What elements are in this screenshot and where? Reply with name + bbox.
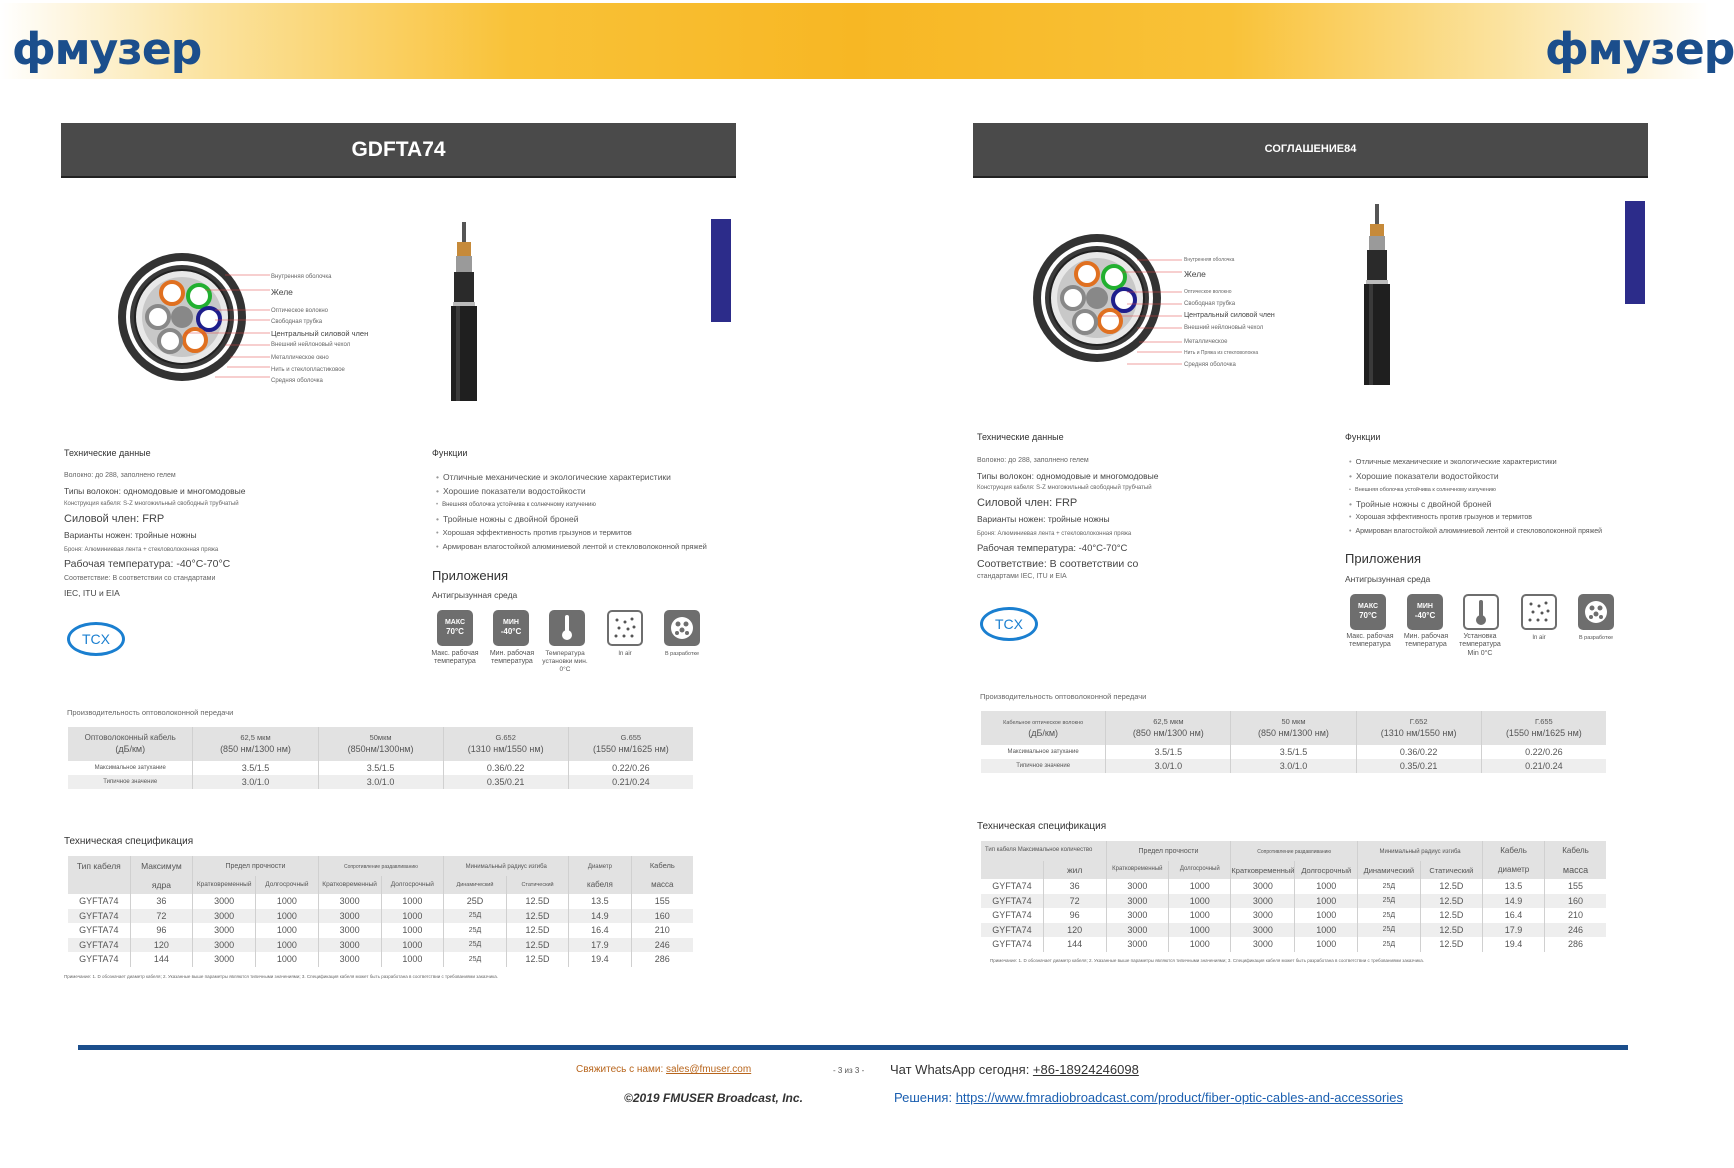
table-cell: 96 — [1043, 908, 1106, 923]
spec-note: Примечание: 1. D обозначает диаметр кабеля; 2. Указанные выше параметры являются типичными значениями; 3. Спецификация кабеля может быть разработана в соответствии с требованиями заказчика. — [990, 958, 1424, 963]
tech-line: Соответствие: В соответствии со стандартами — [64, 575, 216, 582]
table-cell: GYFTA74 — [68, 952, 130, 967]
table-cell: 1000 — [381, 923, 444, 938]
table-cell: 3000 — [1231, 908, 1295, 923]
table-cell: 3.5/1.5 — [318, 761, 443, 775]
diagram-label: Свободная трубка — [271, 319, 323, 325]
tech-data-title: Технические данные — [64, 448, 151, 458]
table-header-cell: Кабель — [1545, 841, 1606, 861]
table-header-row — [68, 727, 693, 761]
tech-line: Рабочая температура: -40°C-70°C — [64, 558, 231, 570]
table-header-cell: Кратковременный — [1106, 861, 1169, 879]
table-cell: 1000 — [1295, 937, 1358, 952]
diagram-label: Внешний нейлоновый чехол — [271, 342, 351, 348]
table-cell: 25Д — [444, 952, 507, 967]
in-air-icon — [1521, 594, 1557, 630]
table-cell: 12.5D — [1420, 923, 1482, 938]
table-header-cell: ядра — [130, 876, 193, 894]
solutions-line — [894, 1090, 1403, 1105]
table-cell: 12.5D — [1420, 894, 1482, 909]
table-row — [981, 923, 1606, 938]
table-header-cell: Долгосрочный — [1295, 861, 1358, 879]
table-header-row — [981, 861, 1606, 879]
table-cell: GYFTA74 — [68, 938, 130, 953]
tech-line: Силовой член: FRP — [977, 497, 1078, 509]
table-header-cell: кабеля — [569, 876, 631, 894]
function-item: • Отличные механические и экологические характеристики — [1349, 455, 1602, 469]
diagram-label: Внутренняя оболочка — [271, 274, 332, 280]
table-cell: 3000 — [318, 894, 381, 909]
table-row — [68, 938, 693, 953]
table-header-cell: Статический — [1420, 861, 1482, 879]
table-cell: 144 — [1043, 937, 1106, 952]
table-cell: 3.5/1.5 — [1231, 745, 1356, 759]
table-cell: 3000 — [1106, 908, 1169, 923]
product-title: СОГЛАШЕНИЕ84 — [973, 123, 1648, 178]
table-cell: 3.5/1.5 — [193, 761, 318, 775]
table-cell: 14.9 — [569, 909, 631, 924]
table-header-cell: G.655 (1550 нм/1625 нм) — [568, 727, 693, 761]
tcx-logo: TCX — [67, 622, 125, 656]
accent-bar — [1625, 201, 1645, 304]
table-cell: 3000 — [1106, 879, 1169, 894]
solutions-label: Решения: — [894, 1090, 956, 1105]
table-cell: 36 — [1043, 879, 1106, 894]
function-item: • Тройные ножны с двойной броней — [436, 512, 707, 526]
applications-subtitle: Антигрызунная среда — [432, 590, 518, 600]
diagram-label: Центральный силовой член — [1184, 312, 1275, 319]
table-row — [68, 761, 693, 775]
table-cell: 0.35/0.21 — [1356, 759, 1481, 773]
table-cell: 25Д — [1358, 894, 1421, 909]
whatsapp-label: Чат WhatsApp сегодня: — [890, 1062, 1033, 1077]
in-air-icon — [607, 610, 643, 646]
table-row — [981, 745, 1606, 759]
functions-title: Функции — [432, 448, 468, 458]
table-header-cell: Кратковременный — [193, 876, 256, 894]
table-header-row — [68, 856, 693, 876]
diagram-label: Металлическое окно — [271, 355, 329, 361]
table-cell: 19.4 — [569, 952, 631, 967]
table-header-cell: 50мкм (850нм/1300нм) — [318, 727, 443, 761]
table-cell: 12.5D — [1420, 937, 1482, 952]
table-cell: 3000 — [193, 909, 256, 924]
table-cell: 246 — [1545, 923, 1606, 938]
table-cell: 3000 — [193, 952, 256, 967]
table-cell: 0.36/0.22 — [1356, 745, 1481, 759]
tech-line: IEC, ITU и EIA — [64, 588, 120, 598]
table-header-cell: Динамический — [444, 876, 507, 894]
table-cell: 0.35/0.21 — [443, 775, 568, 789]
table-header-cell: Кабель — [1483, 841, 1545, 861]
tech-line: Типы волокон: одномодовые и многомодовые — [64, 486, 246, 496]
applications-subtitle: Антигрызунная среда — [1345, 574, 1431, 584]
table-cell: 1000 — [1295, 908, 1358, 923]
table-header-cell: Предел прочности — [1106, 841, 1231, 861]
spec-title: Техническая спецификация — [977, 821, 1107, 832]
table-cell: 16.4 — [569, 923, 631, 938]
table-cell: 1000 — [1295, 894, 1358, 909]
table-row — [981, 759, 1606, 773]
contact-email-link[interactable]: sales@fmuser.com — [666, 1064, 752, 1075]
table-cell: 12.5D — [1420, 908, 1482, 923]
table-cell: 3000 — [1231, 894, 1295, 909]
table-cell: GYFTA74 — [981, 937, 1043, 952]
table-cell: 3000 — [1231, 937, 1295, 952]
duct-icon — [664, 610, 700, 646]
diagram-label: Центральный силовой член — [271, 329, 369, 338]
function-item: • Тройные ножны с двойной броней — [1349, 497, 1602, 511]
contact-label: Свяжитесь с нами: — [576, 1064, 667, 1075]
logo-right: фмузер — [1545, 24, 1734, 75]
function-item: • Внешняя оболочка устойчива к солнечному излучению — [1349, 483, 1602, 497]
table-header-cell: G.652 (1310 нм/1550 нм) — [443, 727, 568, 761]
spec-table — [68, 856, 693, 967]
max-temp-icon: МАКС 70°C — [1350, 594, 1386, 630]
whatsapp-number-link[interactable]: +86-18924246098 — [1032, 1062, 1139, 1077]
header-band — [0, 3, 1709, 79]
table-cell: GYFTA74 — [68, 923, 130, 938]
icon-label: Установка температура Min 0°C — [1459, 633, 1501, 657]
functions-list — [1349, 455, 1602, 539]
table-header-cell — [68, 876, 130, 894]
table-cell: Максимальное затухание — [68, 761, 193, 775]
min-temp-icon: МИН -40°C — [493, 610, 529, 646]
thermometer-icon — [1463, 594, 1499, 630]
diagram-label: Внешний нейлоновый чехол — [1184, 325, 1264, 331]
page-number: - 3 из 3 - — [833, 1066, 865, 1075]
table-cell: 1000 — [1169, 894, 1231, 909]
logo-left: фмузер — [12, 24, 202, 75]
table-cell: 120 — [1043, 923, 1106, 938]
table-cell: 25Д — [1358, 937, 1421, 952]
diagram-label: Средняя оболочка — [1184, 362, 1236, 368]
table-cell: 1000 — [1169, 923, 1231, 938]
table-cell: 16.4 — [1483, 908, 1545, 923]
tcx-logo: TCX — [980, 607, 1038, 641]
diagram-label: Желе — [1184, 269, 1206, 279]
diagram-label: Внутренняя оболочка — [1184, 257, 1235, 263]
duct-icon — [1578, 594, 1614, 630]
table-cell: 25Д — [1358, 879, 1421, 894]
table-header-cell: масса — [631, 876, 693, 894]
footer-rule — [78, 1045, 1628, 1050]
table-cell: 3000 — [1106, 937, 1169, 952]
table-row — [68, 775, 693, 789]
table-cell: 1000 — [1295, 879, 1358, 894]
table-row — [981, 937, 1606, 952]
functions-title: Функции — [1345, 432, 1381, 442]
table-header-cell: Кратковременный — [1231, 861, 1295, 879]
thermometer-icon — [549, 610, 585, 646]
table-cell: 17.9 — [1483, 923, 1545, 938]
table-cell: GYFTA74 — [981, 908, 1043, 923]
table-cell: 3000 — [193, 894, 256, 909]
table-cell: 0.21/0.24 — [1481, 759, 1606, 773]
table-cell: 17.9 — [569, 938, 631, 953]
table-header-cell: Тип кабеля Максимальное количество — [981, 841, 1106, 861]
table-cell: 96 — [130, 923, 193, 938]
tech-data-title: Технические данные — [977, 432, 1064, 442]
table-cell: 144 — [130, 952, 193, 967]
table-header-cell: Г.655 (1550 нм/1625 нм) — [1481, 711, 1606, 745]
table-header-cell: 62,5 мкм (850 нм/1300 нм) — [1106, 711, 1231, 745]
function-item: • Хорошая эффективность против грызунов и термитов — [1349, 511, 1602, 525]
table-header-cell — [981, 861, 1043, 879]
performance-table — [68, 727, 693, 789]
table-cell: 3000 — [318, 952, 381, 967]
table-cell: 1000 — [256, 909, 319, 924]
table-header-cell: масса — [1545, 861, 1606, 879]
whatsapp-line — [890, 1062, 1139, 1077]
table-cell: 120 — [130, 938, 193, 953]
tech-line: Варианты ножен: тройные ножны — [977, 514, 1110, 524]
table-row — [68, 923, 693, 938]
table-cell: 3000 — [1231, 879, 1295, 894]
table-header-cell: 62,5 мкм (850 нм/1300 нм) — [193, 727, 318, 761]
icon-label: In air — [618, 651, 632, 657]
table-cell: 3.0/1.0 — [318, 775, 443, 789]
table-cell: 13.5 — [1483, 879, 1545, 894]
table-cell: Типичное значение — [68, 775, 193, 789]
table-cell: 0.36/0.22 — [443, 761, 568, 775]
table-header-cell: Тип кабеля — [68, 856, 130, 876]
table-row — [68, 894, 693, 909]
table-cell: 36 — [130, 894, 193, 909]
cable-photo — [1353, 202, 1403, 387]
functions-list — [436, 470, 707, 554]
table-cell: GYFTA74 — [68, 894, 130, 909]
table-cell: 72 — [1043, 894, 1106, 909]
table-cell: 25Д — [444, 909, 507, 924]
spec-note: Примечание: 1. D обозначает диаметр кабеля; 2. Указанные выше параметры являются типичными значениями; 3. Спецификация кабеля может быть разработана в соответствии с требованиями заказчика. — [64, 974, 498, 979]
diagram-label: Оптическое волокно — [271, 308, 329, 314]
table-cell: 3000 — [193, 923, 256, 938]
tech-line: Рабочая температура: -40°C-70°C — [977, 543, 1128, 554]
table-cell: 155 — [654, 896, 670, 907]
icon-label: In air — [1532, 635, 1546, 641]
table-cell: 3000 — [318, 909, 381, 924]
table-cell: 1000 — [256, 952, 319, 967]
table-cell: 12.5D — [506, 894, 569, 909]
table-cell: 210 — [1568, 910, 1584, 921]
table-header-cell: Диаметр — [569, 856, 631, 876]
function-item: • Внешняя оболочка устойчива к солнечному излучению — [436, 498, 707, 512]
table-header-cell: Оптоволоконный кабель (дБ/км) — [68, 727, 193, 761]
table-cell: 25D — [444, 894, 507, 909]
applications-title: Приложения — [1345, 551, 1422, 566]
icon-label: Мин. рабочая температура — [1403, 633, 1449, 649]
tech-line: Конструкция кабеля: S-Z многожильный свободный трубчатый — [977, 485, 1152, 491]
table-row — [68, 909, 693, 924]
table-cell: 12.5D — [506, 909, 569, 924]
table-cell: 0.21/0.24 — [568, 775, 693, 789]
max-temp-icon: МАКС 70°C — [437, 610, 473, 646]
table-cell: 25Д — [444, 923, 507, 938]
table-cell: 1000 — [256, 938, 319, 953]
table-cell: 12.5D — [1420, 879, 1482, 894]
min-temp-icon: МИН -40°C — [1407, 594, 1443, 630]
tech-line: Соответствие: В соответствии со — [977, 558, 1139, 570]
table-cell: 3000 — [318, 923, 381, 938]
table-cell: 3.5/1.5 — [1106, 745, 1231, 759]
function-item: • Армирован влагостойкой алюминиевой лентой и стекловолоконной пряжей — [436, 540, 707, 554]
table-cell: 1000 — [1169, 879, 1231, 894]
table-cell: 3000 — [318, 938, 381, 953]
table-row — [981, 908, 1606, 923]
table-cell: 155 — [1568, 881, 1584, 892]
function-item: • Отличные механические и экологические характеристики — [436, 470, 707, 484]
diagram-label: Нить и Пряжа из стекловолокна — [1184, 350, 1259, 356]
table-cell: 14.9 — [1483, 894, 1545, 909]
table-cell: 160 — [631, 909, 693, 924]
table-cell: 12.5D — [506, 923, 569, 938]
table-row — [68, 952, 693, 967]
function-item: • Хорошие показатели водостойкости — [1349, 469, 1602, 483]
diagram-label: Металлическое — [1184, 339, 1228, 345]
table-cell: 12.5D — [506, 938, 569, 953]
table-header-cell: Долгосрочный — [256, 876, 319, 894]
table-cell: 13.5 — [569, 894, 631, 909]
table-cell: GYFTA74 — [981, 923, 1043, 938]
table-row — [981, 894, 1606, 909]
table-cell: 72 — [130, 909, 193, 924]
spec-title: Техническая спецификация — [64, 836, 194, 847]
diagram-label: Нить и стеклопластиковое — [271, 367, 345, 373]
table-cell: 1000 — [381, 894, 444, 909]
table-header-cell: диаметр — [1483, 861, 1545, 879]
contact-line — [576, 1064, 751, 1075]
perf-title: Производительность оптоволоконной передачи — [980, 692, 1147, 701]
tech-line: стандартами IEC, ITU и EIA — [977, 573, 1067, 580]
table-cell: 286 — [1568, 939, 1584, 950]
table-cell: 1000 — [1169, 937, 1231, 952]
diagram-label: Оптическое волокно — [1184, 289, 1232, 295]
table-header-row — [981, 841, 1606, 861]
table-header-cell: 50 мкм (850 нм/1300 нм) — [1231, 711, 1356, 745]
icon-label: Макс. рабочая температура — [1346, 633, 1394, 649]
table-header-cell: Сопротивление раздавливанию — [1231, 841, 1358, 861]
function-item: • Армирован влагостойкой алюминиевой лентой и стекловолоконной пряжей — [1349, 525, 1602, 539]
table-cell: 25Д — [1358, 908, 1421, 923]
icon-label: В разработке — [664, 651, 700, 657]
cable-photo — [440, 220, 490, 405]
table-header-cell: Кратковременный — [318, 876, 381, 894]
table-header-cell: Кабельное оптическое волокно (дБ/км) — [981, 711, 1106, 745]
spec-table — [981, 841, 1606, 952]
solutions-link[interactable]: https://www.fmradiobroadcast.com/product/fiber-optic-cables-and-accessories — [955, 1090, 1403, 1105]
tech-line: Волокно: до 288, заполнено гелем — [64, 472, 176, 479]
diagram-label: Желе — [271, 287, 293, 297]
tech-line: Силовой член: FRP — [64, 513, 165, 525]
icon-label: Макс. рабочая температура — [431, 650, 479, 666]
table-header-cell: Минимальный радиус изгиба — [444, 856, 569, 876]
table-cell: 1000 — [256, 923, 319, 938]
tech-line: Броня: Алюминиевая лента + стекловолоконная пряжа — [977, 531, 1132, 537]
diagram-label: Средняя оболочка — [271, 378, 323, 384]
table-header-cell: жил — [1043, 861, 1106, 879]
table-cell: 3000 — [193, 938, 256, 953]
icon-label: Температура установки мин. 0°C — [542, 650, 588, 673]
table-cell: 160 — [1545, 894, 1606, 909]
table-cell: 0.22/0.26 — [612, 763, 650, 773]
table-cell: 25Д — [1358, 923, 1421, 938]
table-cell: 19.4 — [1483, 937, 1545, 952]
product-title: GDFTA74 — [61, 123, 736, 178]
table-cell: 246 — [631, 938, 693, 953]
table-cell: 3.0/1.0 — [1231, 759, 1356, 773]
icon-label: В разработке — [1578, 635, 1614, 641]
function-item: • Хорошие показатели водостойкости — [436, 484, 707, 498]
table-header-row — [68, 876, 693, 894]
table-header-row — [981, 711, 1606, 745]
copyright: ©2019 FMUSER Broadcast, Inc. — [624, 1091, 803, 1105]
accent-bar — [711, 219, 731, 322]
tech-line: Броня: Алюминиевая лента + стекловолоконная пряжа — [64, 547, 219, 553]
table-cell: Типичное значение — [981, 759, 1106, 773]
table-header-cell: Динамический — [1358, 861, 1421, 879]
table-header-cell: Долгосрочный — [1169, 861, 1231, 879]
table-cell: 0.22/0.26 — [1525, 747, 1563, 757]
table-cell: 286 — [654, 954, 670, 965]
perf-title: Производительность оптоволоконной передачи — [67, 708, 234, 717]
tech-line: Волокно: до 288, заполнено гелем — [977, 457, 1089, 464]
table-cell: 1000 — [381, 909, 444, 924]
table-cell: 3.0/1.0 — [193, 775, 318, 789]
table-cell: GYFTA74 — [981, 894, 1043, 909]
table-cell: 1000 — [1169, 908, 1231, 923]
table-cell: GYFTA74 — [981, 879, 1043, 894]
tech-line: Варианты ножен: тройные ножны — [64, 530, 197, 540]
table-cell: 12.5D — [506, 952, 569, 967]
table-row — [981, 879, 1606, 894]
tech-line: Конструкция кабеля: S-Z многожильный свободный трубчатый — [64, 501, 239, 507]
table-cell: 3.0/1.0 — [1106, 759, 1231, 773]
function-item: • Хорошая эффективность против грызунов и термитов — [436, 526, 707, 540]
table-cell: 1000 — [256, 894, 319, 909]
diagram-label: Свободная трубка — [1184, 301, 1236, 307]
table-cell: 1000 — [381, 952, 444, 967]
table-cell: 25Д — [444, 938, 507, 953]
table-header-cell: Предел прочности — [193, 856, 318, 876]
table-cell: Максимальное затухание — [981, 745, 1106, 759]
table-header-cell: Долгосрочный — [381, 876, 444, 894]
table-header-cell: Кабель — [631, 856, 693, 876]
applications-title: Приложения — [432, 568, 509, 583]
tech-line: Типы волокон: одномодовые и многомодовые — [977, 471, 1159, 481]
table-header-cell: Г.652 (1310 нм/1550 нм) — [1356, 711, 1481, 745]
icon-label: Мин. рабочая температура — [489, 650, 535, 666]
table-cell: 210 — [654, 925, 670, 936]
table-header-cell: Минимальный радиус изгиба — [1358, 841, 1483, 861]
table-cell: 3000 — [1231, 923, 1295, 938]
table-cell: 1000 — [1295, 923, 1358, 938]
table-cell: GYFTA74 — [68, 909, 130, 924]
table-header-cell: Статический — [506, 876, 569, 894]
table-cell: 1000 — [381, 938, 444, 953]
table-header-cell: Максимум — [130, 856, 193, 876]
performance-table — [981, 711, 1606, 773]
table-cell: 3000 — [1106, 894, 1169, 909]
table-header-cell: Сопротивление раздавливанию — [318, 856, 443, 876]
table-cell: 3000 — [1106, 923, 1169, 938]
